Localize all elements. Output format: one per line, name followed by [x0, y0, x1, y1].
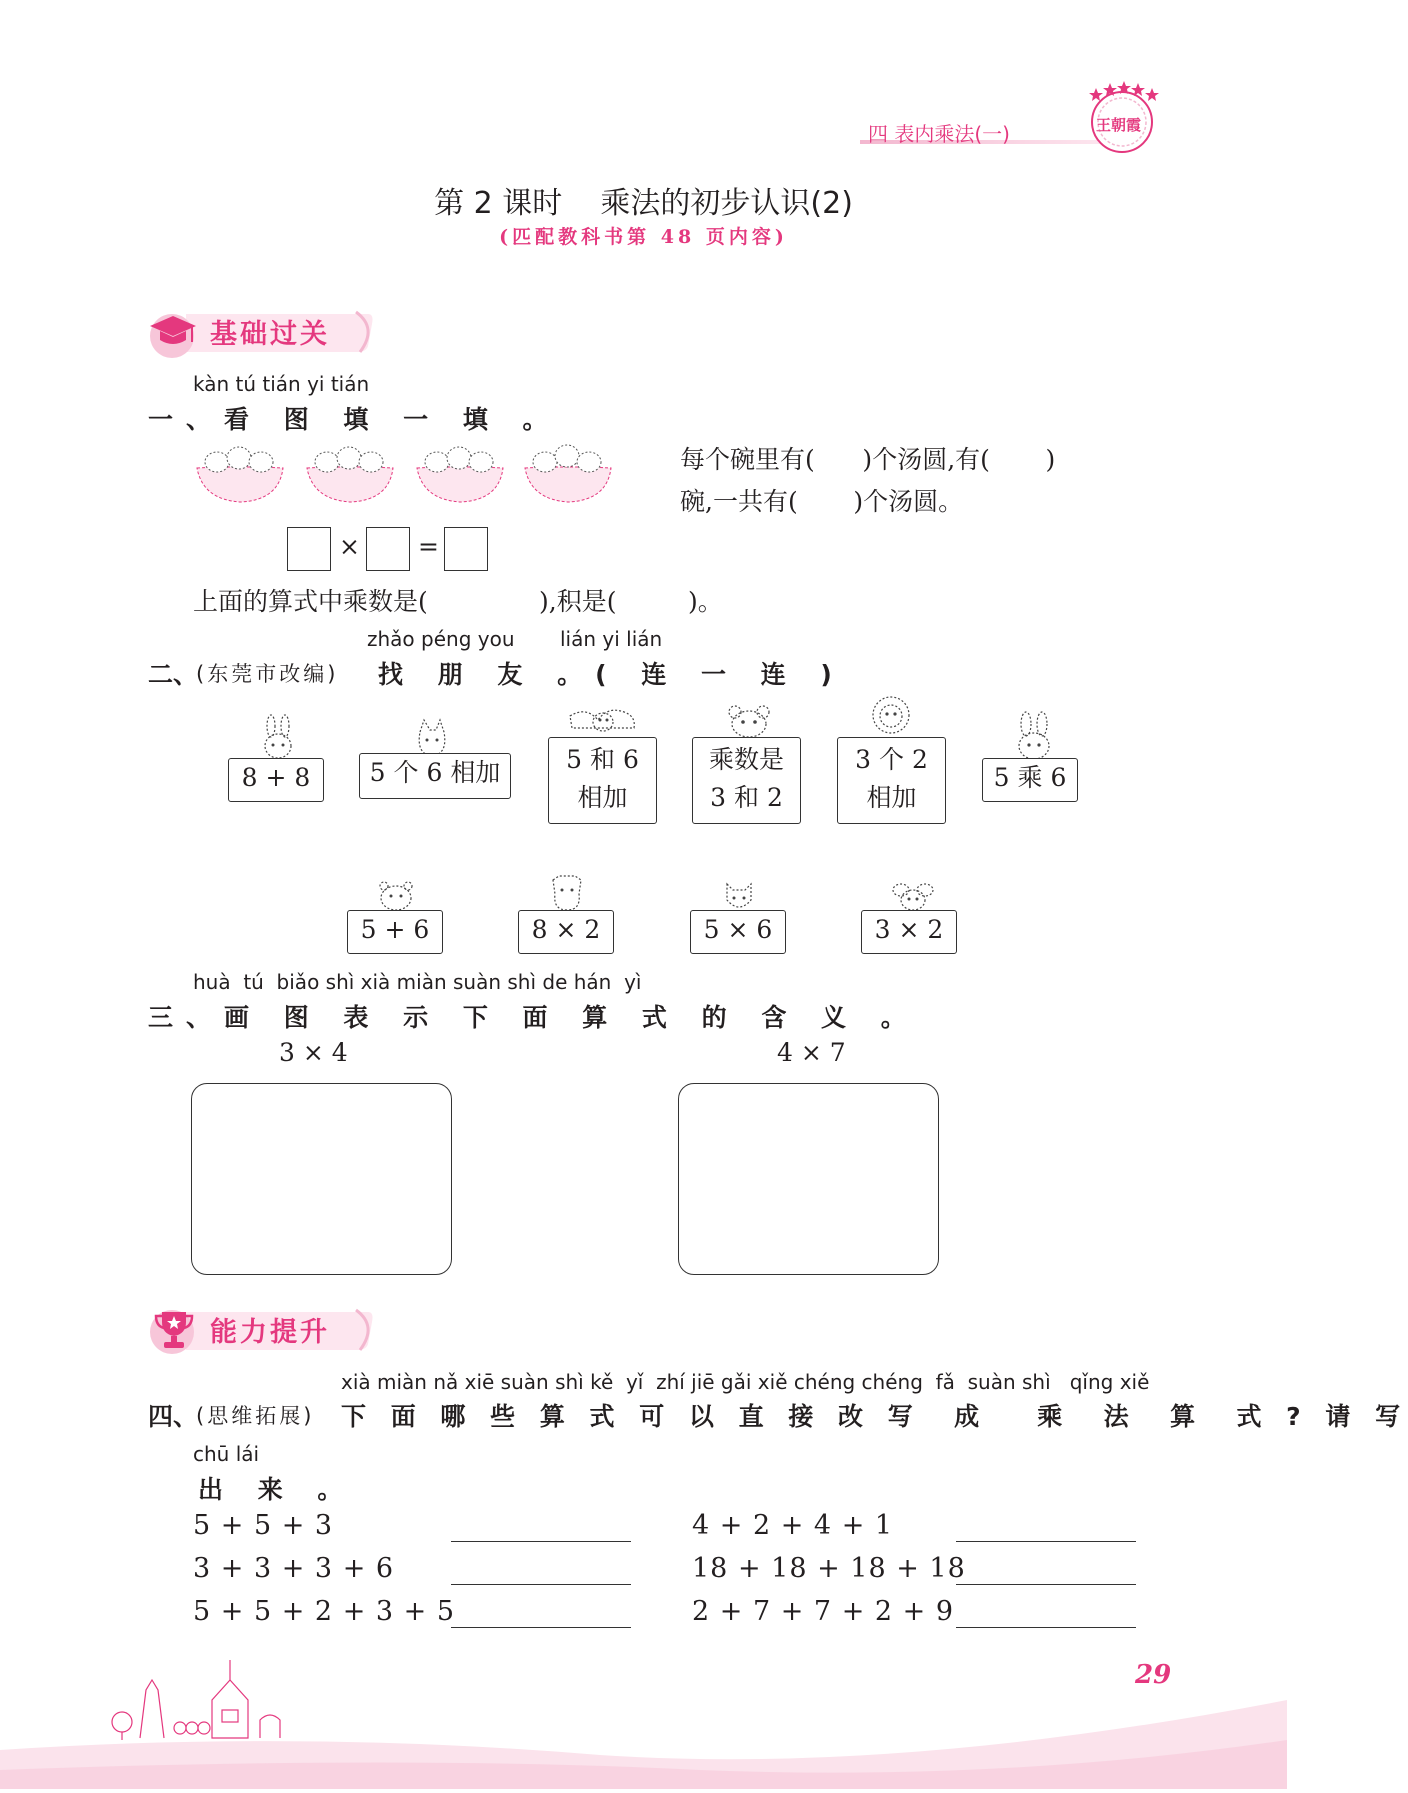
- graduation-cap-icon: [148, 312, 198, 356]
- rabbit-icon: [258, 714, 298, 764]
- right-answer-3[interactable]: [956, 1626, 1136, 1628]
- right-expr-2: 18 + 18 + 18 + 18: [692, 1553, 966, 1584]
- top-card-2-text: 5 个 6 相加: [369, 758, 501, 787]
- castle-icon: [100, 1650, 320, 1744]
- q3-title: 三、画 图 表 示 下 面 算 式 的 含 义 。: [148, 1003, 919, 1032]
- q2-prefix: 二、: [148, 660, 199, 689]
- right-answer-1[interactable]: [956, 1540, 1136, 1542]
- top-card-6[interactable]: [982, 758, 1078, 802]
- logo-text: 王朝霞: [1096, 116, 1142, 134]
- top-card-4[interactable]: [692, 737, 801, 824]
- q3-expr-2: 4 × 7: [777, 1038, 846, 1067]
- left-expr-2: 3 + 3 + 3 + 6: [193, 1553, 395, 1584]
- top-card-6-text: 5 乘 6: [993, 763, 1067, 792]
- top-card-2[interactable]: [359, 753, 511, 799]
- page-number: 29: [1135, 1660, 1172, 1690]
- equals-sign: =: [418, 532, 439, 561]
- top-card-5-line1: 3 个 2: [855, 745, 928, 774]
- top-card-3[interactable]: [548, 737, 657, 824]
- drawing-area-1[interactable]: [191, 1083, 452, 1275]
- q4-source: (思维拓展): [196, 1404, 315, 1428]
- q2-pinyin-2: lián yi lián: [560, 627, 663, 651]
- left-expr-3: 5 + 5 + 2 + 3 + 5: [193, 1596, 456, 1627]
- q3-expr-1: 3 × 4: [279, 1038, 348, 1067]
- q4-title: 下 面 哪 些 算 式 可 以 直 接 改 写 成 乘 法 算 式 ? 请 写: [341, 1402, 1408, 1431]
- q2-source: (东莞市改编): [196, 662, 339, 686]
- bird-icon: [568, 706, 638, 740]
- top-card-4-line2: 3 和 2: [710, 783, 783, 812]
- section-basic-title: 基础过关: [210, 319, 330, 350]
- left-answer-3[interactable]: [451, 1626, 631, 1628]
- bottom-card-1[interactable]: [347, 910, 443, 954]
- bowls-illustration: [193, 438, 613, 512]
- right-expr-1: 4 + 2 + 4 + 1: [692, 1510, 894, 1541]
- top-card-4-line1: 乘数是: [708, 745, 784, 774]
- left-answer-2[interactable]: [451, 1583, 631, 1585]
- q4-pinyin-1: xià miàn nǎ xiē suàn shì kě yǐ zhí jiē gǎi xiě chéng chéng fǎ suàn shì qǐng xiě: [341, 1370, 1150, 1394]
- top-card-5-line2: 相加: [866, 783, 917, 812]
- q1-title: 一、看 图 填 一 填 。: [148, 405, 561, 434]
- q1-pinyin: kàn tú tián yi tián: [193, 372, 370, 396]
- right-expr-3: 2 + 7 + 7 + 2 + 9: [692, 1596, 955, 1627]
- trophy-icon: [152, 1308, 196, 1356]
- unit-label: 四 表内乘法(一): [868, 122, 1010, 146]
- top-card-5[interactable]: [837, 737, 946, 824]
- bottom-card-4[interactable]: [861, 910, 957, 954]
- top-card-3-line2: 相加: [577, 783, 628, 812]
- times-sign: ×: [339, 532, 360, 561]
- answer-box-2[interactable]: [366, 527, 410, 571]
- rabbit-icon-2: [1012, 712, 1056, 764]
- left-expr-1: 5 + 5 + 3: [193, 1510, 334, 1541]
- bottom-card-1-text: 5 + 6: [360, 915, 430, 944]
- q2-title: 找 朋 友 。( 连 一 连 ): [378, 660, 845, 689]
- answer-box-1[interactable]: [287, 527, 331, 571]
- q1-line3: 上面的算式中乘数是( ),积是( )。: [193, 587, 723, 616]
- section-advanced-title: 能力提升: [210, 1317, 330, 1348]
- drawing-area-2[interactable]: [678, 1083, 939, 1275]
- answer-box-3[interactable]: [444, 527, 488, 571]
- right-answer-2[interactable]: [956, 1583, 1136, 1585]
- bottom-card-2-text: 8 × 2: [531, 915, 601, 944]
- q2-pinyin-1: zhǎo péng you: [367, 627, 515, 651]
- top-card-1[interactable]: [228, 758, 324, 802]
- left-answer-1[interactable]: [451, 1540, 631, 1542]
- lesson-title: 第 2 课时 乘法的初步认识(2): [434, 186, 853, 221]
- q4-prefix: 四、: [148, 1402, 199, 1431]
- lesson-subtitle: (匹配教科书第 48 页内容): [499, 226, 788, 248]
- bottom-card-2[interactable]: [518, 910, 614, 954]
- q4-title-2: 出 来 。: [198, 1475, 356, 1504]
- top-card-1-text: 8 + 8: [241, 763, 311, 792]
- q4-pinyin-2: chū lái: [193, 1442, 260, 1466]
- bottom-card-3-text: 5 × 6: [703, 915, 773, 944]
- bottom-card-4-text: 3 × 2: [874, 915, 944, 944]
- q3-pinyin: huà tú biǎo shì xià miàn suàn shì de hán yì: [193, 970, 642, 994]
- bottom-card-3[interactable]: [690, 910, 786, 954]
- q1-line2: 碗,一共有( )个汤圆。: [680, 487, 964, 516]
- lion-icon: [869, 696, 913, 738]
- q1-line1: 每个碗里有( )个汤圆,有( ): [680, 445, 1056, 474]
- top-card-3-line1: 5 和 6: [566, 745, 639, 774]
